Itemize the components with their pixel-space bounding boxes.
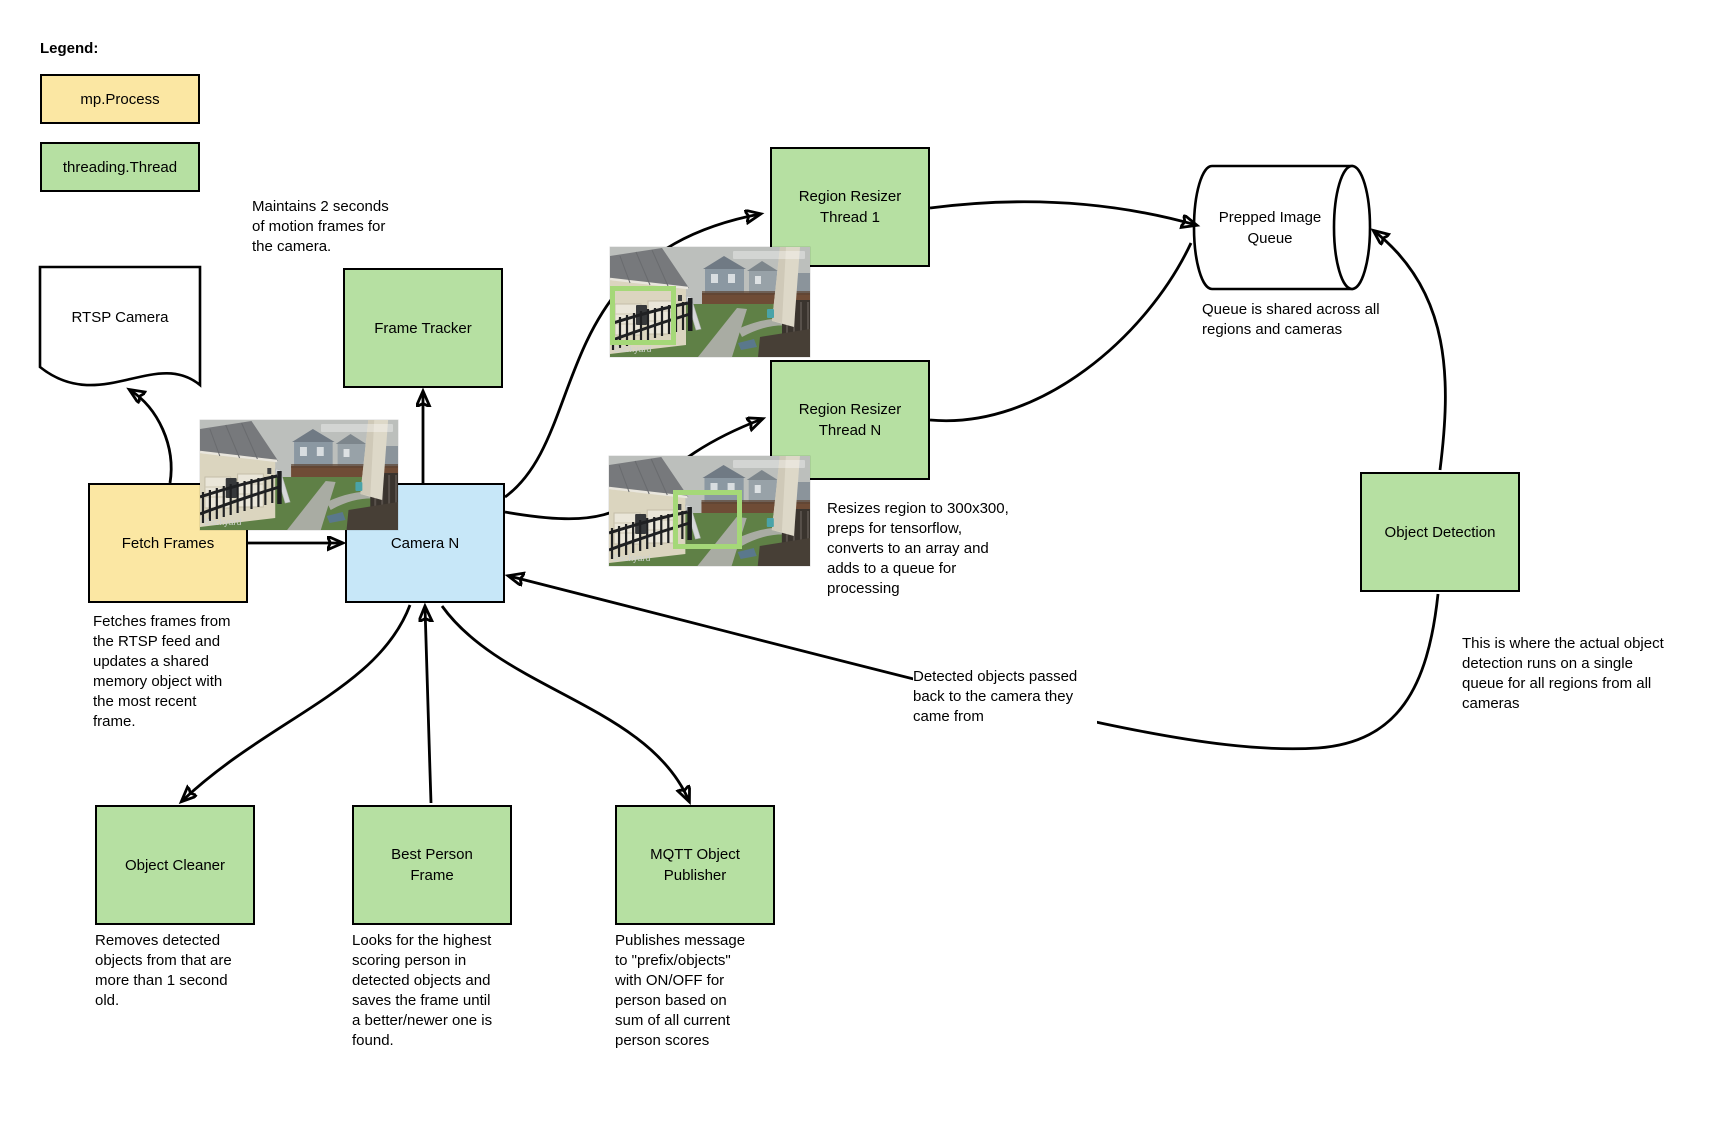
node-region-resizer-thread-1: Region Resizer Thread 1 <box>770 147 930 267</box>
resize-note: Resizes region to 300x300, preps for tensorflow, converts to an array and adds to a queue for processing <box>827 500 1009 597</box>
node-frame-tracker: Frame Tracker <box>343 268 503 388</box>
node-object-cleaner: Object Cleaner <box>95 805 255 925</box>
arrow-objdetect-to-queue <box>1374 231 1445 470</box>
camera-watermark: Backyard <box>614 344 652 354</box>
camera-frame-full <box>200 420 398 530</box>
camera-timestamp-overlay <box>733 460 805 468</box>
queue-shared-note: Queue is shared across all regions and cameras <box>1202 301 1380 338</box>
legend-swatch-threading-thread: threading.Thread <box>40 142 200 192</box>
mqtt-note: Publishes message to "prefix/objects" with ON/OFF for person based on sum of all current person scores <box>615 932 746 1049</box>
camera-timestamp-overlay <box>321 424 393 432</box>
legend-title: Legend: <box>40 40 99 57</box>
arrow-resizer1-to-queue <box>930 202 1196 225</box>
camera-frame-region-left <box>610 247 810 357</box>
node-object-detection: Object Detection <box>1360 472 1520 592</box>
legend-swatch-mp-process: mp.Process <box>40 74 200 124</box>
prepped-image-queue-label: Prepped Image Queue <box>1218 209 1322 247</box>
node-best-person-frame: Best Person Frame <box>352 805 512 925</box>
prepped-image-queue-cap <box>1334 166 1370 289</box>
arrow-camera-to-mqtt <box>442 606 689 801</box>
arrow-resizern-to-queue <box>930 243 1191 421</box>
object-cleaner-note: Removes detected objects from that are more than 1 second old. <box>95 932 232 1009</box>
node-fetch-frames: Fetch Frames <box>88 483 248 603</box>
camera-frame-region-center <box>609 456 810 566</box>
backyard-image <box>200 420 398 530</box>
rtsp-camera-label: RTSP Camera <box>71 308 169 326</box>
detection-bbox <box>673 490 741 549</box>
node-camera-n: Camera N <box>345 483 505 603</box>
camera-watermark: Backyard <box>204 517 242 527</box>
object-detection-note: This is where the actual object detection runs on a single queue for all regions from all cameras <box>1462 635 1664 712</box>
best-person-note: Looks for the highest scoring person in detected objects and saves the frame until a better/newer one is found. <box>352 932 493 1049</box>
arrow-fetch-to-rtsp <box>130 390 171 483</box>
passback-note: Detected objects passed back to the camera they came from <box>913 667 1097 727</box>
node-region-resizer-thread-n: Region Resizer Thread N <box>770 360 930 480</box>
detection-bbox <box>610 286 676 345</box>
fetch-frames-note: Fetches frames from the RTSP feed and updates a shared memory object with the most recent frame. <box>93 613 231 730</box>
camera-timestamp-overlay <box>733 251 805 259</box>
frame-tracker-note: Maintains 2 seconds of motion frames for the camera. <box>252 198 389 255</box>
node-mqtt-object-publisher: MQTT Object Publisher <box>615 805 775 925</box>
camera-watermark: Backyard <box>613 553 651 563</box>
arrow-bestperson-to-camera <box>425 607 431 803</box>
